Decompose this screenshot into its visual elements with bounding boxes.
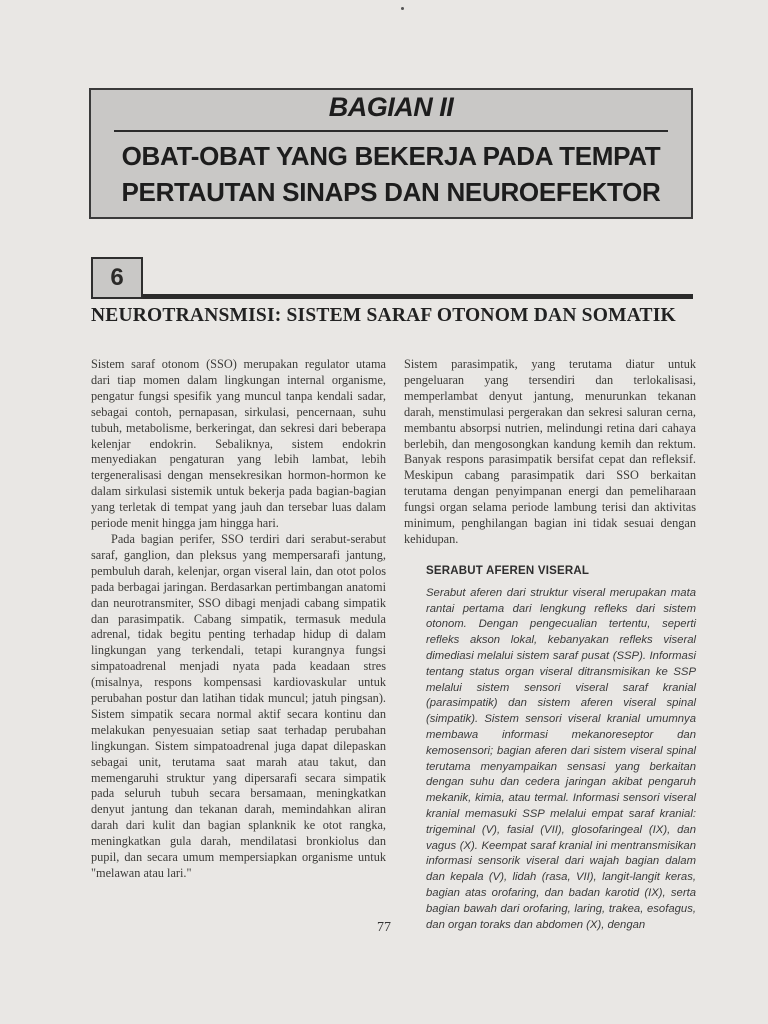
paragraph: Sistem parasimpatik, yang terutama diatur untuk pengeluaran yang tersendiri dan terlokalisasi, memperlambat denyut jantung, menurunkan tekanan darah, menstimulasi pergerakan dan sekresi saluran cerna, membantu absorpsi nutrien, melindungi retina dari cahaya berlebih, dan mengosongkan kandung kemih dan rektum. Banyak respons parasimpatik bersifat cepat dan refleksif. Meskipun cabang parasimpatik dari SSO berkaitan terutama dengan penyimpanan energi dan pemeliharaan fungsi organ selama periode lambung terisi dan aktivitas minimum, penghilangan bagian ini tidak sesuai dengan kehidupan.: [404, 357, 696, 546]
left-column: [91, 357, 386, 882]
scan-speck: [401, 7, 404, 10]
part-label: BAGIAN II: [328, 92, 454, 122]
part-title-line-2: PERTAUTAN SINAPS DAN NEUROEFEKTOR: [121, 177, 661, 207]
part-header-box: [89, 88, 693, 219]
chapter-rule: [143, 294, 693, 299]
chapter-title: NEUROTRANSMISI: SISTEM SARAF OTONOM DAN SOMATIK: [91, 305, 676, 326]
right-column: [404, 357, 696, 933]
sidebar-text: Serabut aferen dari struktur viseral merupakan mata rantai pertama dari lengkung refleks dari sistem otonom. Dengan pengecualian tertentu, seperti refleks akson lokal, kebanyakan refleks viseral dimediasi melalui sistem saraf pusat (SSP). Informasi tentang status organ viseral ditransmisikan ke SSP melalui sistem sensori viseral saraf kranial (parasimpatik) dan sistem aferen viseral spinal (simpatik). Sistem sensori viseral kranial umumnya membawa informasi mekanoreseptor dan kemosensori; bagian aferen dari sistem viseral spinal terutama menyampaikan sensasi yang berkaitan dengan suhu dan cedera jaringan akibat pengaruh mekanik, kimia, atau termal. Informasi sensori viseral kranial memasuki SSP melalui empat saraf kranial: trigeminal (V), fasial (VII), glosofaringeal (IX), dan vagus (X). Keempat saraf kranial ini mentransmisikan informasi sensorik viseral dari wajah bagian dalam dan kepala (V), lidah (rasa, VII), langit-langit keras, bagian atas orofaring, dan badan karotid (IX), serta bagian bawah dari orofaring, laring, trakea, esofagus, dan organ toraks dan abdomen (X), dengan: [426, 586, 696, 931]
sidebar-heading: SERABUT AFEREN VISERAL: [426, 564, 590, 577]
part-title-line-1: OBAT-OBAT YANG BEKERJA PADA TEMPAT: [121, 141, 661, 171]
part-title: [91, 138, 691, 210]
paragraph: Sistem saraf otonom (SSO) merupakan regulator utama dari tiap momen dalam lingkungan internal organisme, pengatur fungsi spesifik yang muncul tanpa kendali sadar, sebagai contoh, pernapasan, sirkulasi, pencernaan, suhu tubuh, metabolisme, berkeringat, dan sekresi dari beberapa kelenjar endokrin. Sebaliknya, sistem endokrin menyediakan pengaturan yang lebih lambat, lebih tergeneralisasi dengan mensekresikan hormon-hormon ke dalam sirkulasi sistemik untuk bekerja pada bagian-bagian yang terletak di tempat yang jauh dan tersebar luas dalam periode menit hingga jam hingga hari.: [91, 357, 386, 531]
page-number: 77: [377, 920, 391, 935]
chapter-number: 6: [91, 257, 143, 299]
paragraph: Pada bagian perifer, SSO terdiri dari serabut-serabut saraf, ganglion, dan pleksus yang mempersarafi jantung, pembuluh darah, kelenjar, organ viseral lain, dan otot polos pada berbagai jaringan. Berdasarkan pertimbangan anatomi dan neurotransmiter, SSO dibagi menjadi cabang simpatik dan parasimpatik. Cabang simpatik, termasuk medula adrenal, tidak begitu penting terhadap hidup di dalam lingkungan yang terkendali, tetapi kurangnya fungsi simpatoadrenal menjadi nyata pada keadaan stres (misalnya, respons kompensasi kardiovaskular untuk perubahan postur dan latihan tidak muncul; jatuh pingsan). Sistem simpatik secara normal aktif secara kontinu dan melakukan penyesuaian setiap saat terhadap perubahan lingkungan. Sistem simpatoadrenal juga dapat dilepaskan sebagai unit, terutama saat marah atau takut, dan memengaruhi struktur yang dipersarafi secara simpatik pada seluruh tubuh secara bersamaan, meningkatkan denyut jantung dan tekanan darah, memindahkan aliran darah dari kulit dan bagian splanknik ke otot rangka, meningkatkan gula darah, mendilatasi bronkiolus dan pupil, dan secara umum mempersiapkan organisme untuk "melawan atau lari.": [91, 531, 386, 880]
header-divider: [114, 130, 668, 132]
